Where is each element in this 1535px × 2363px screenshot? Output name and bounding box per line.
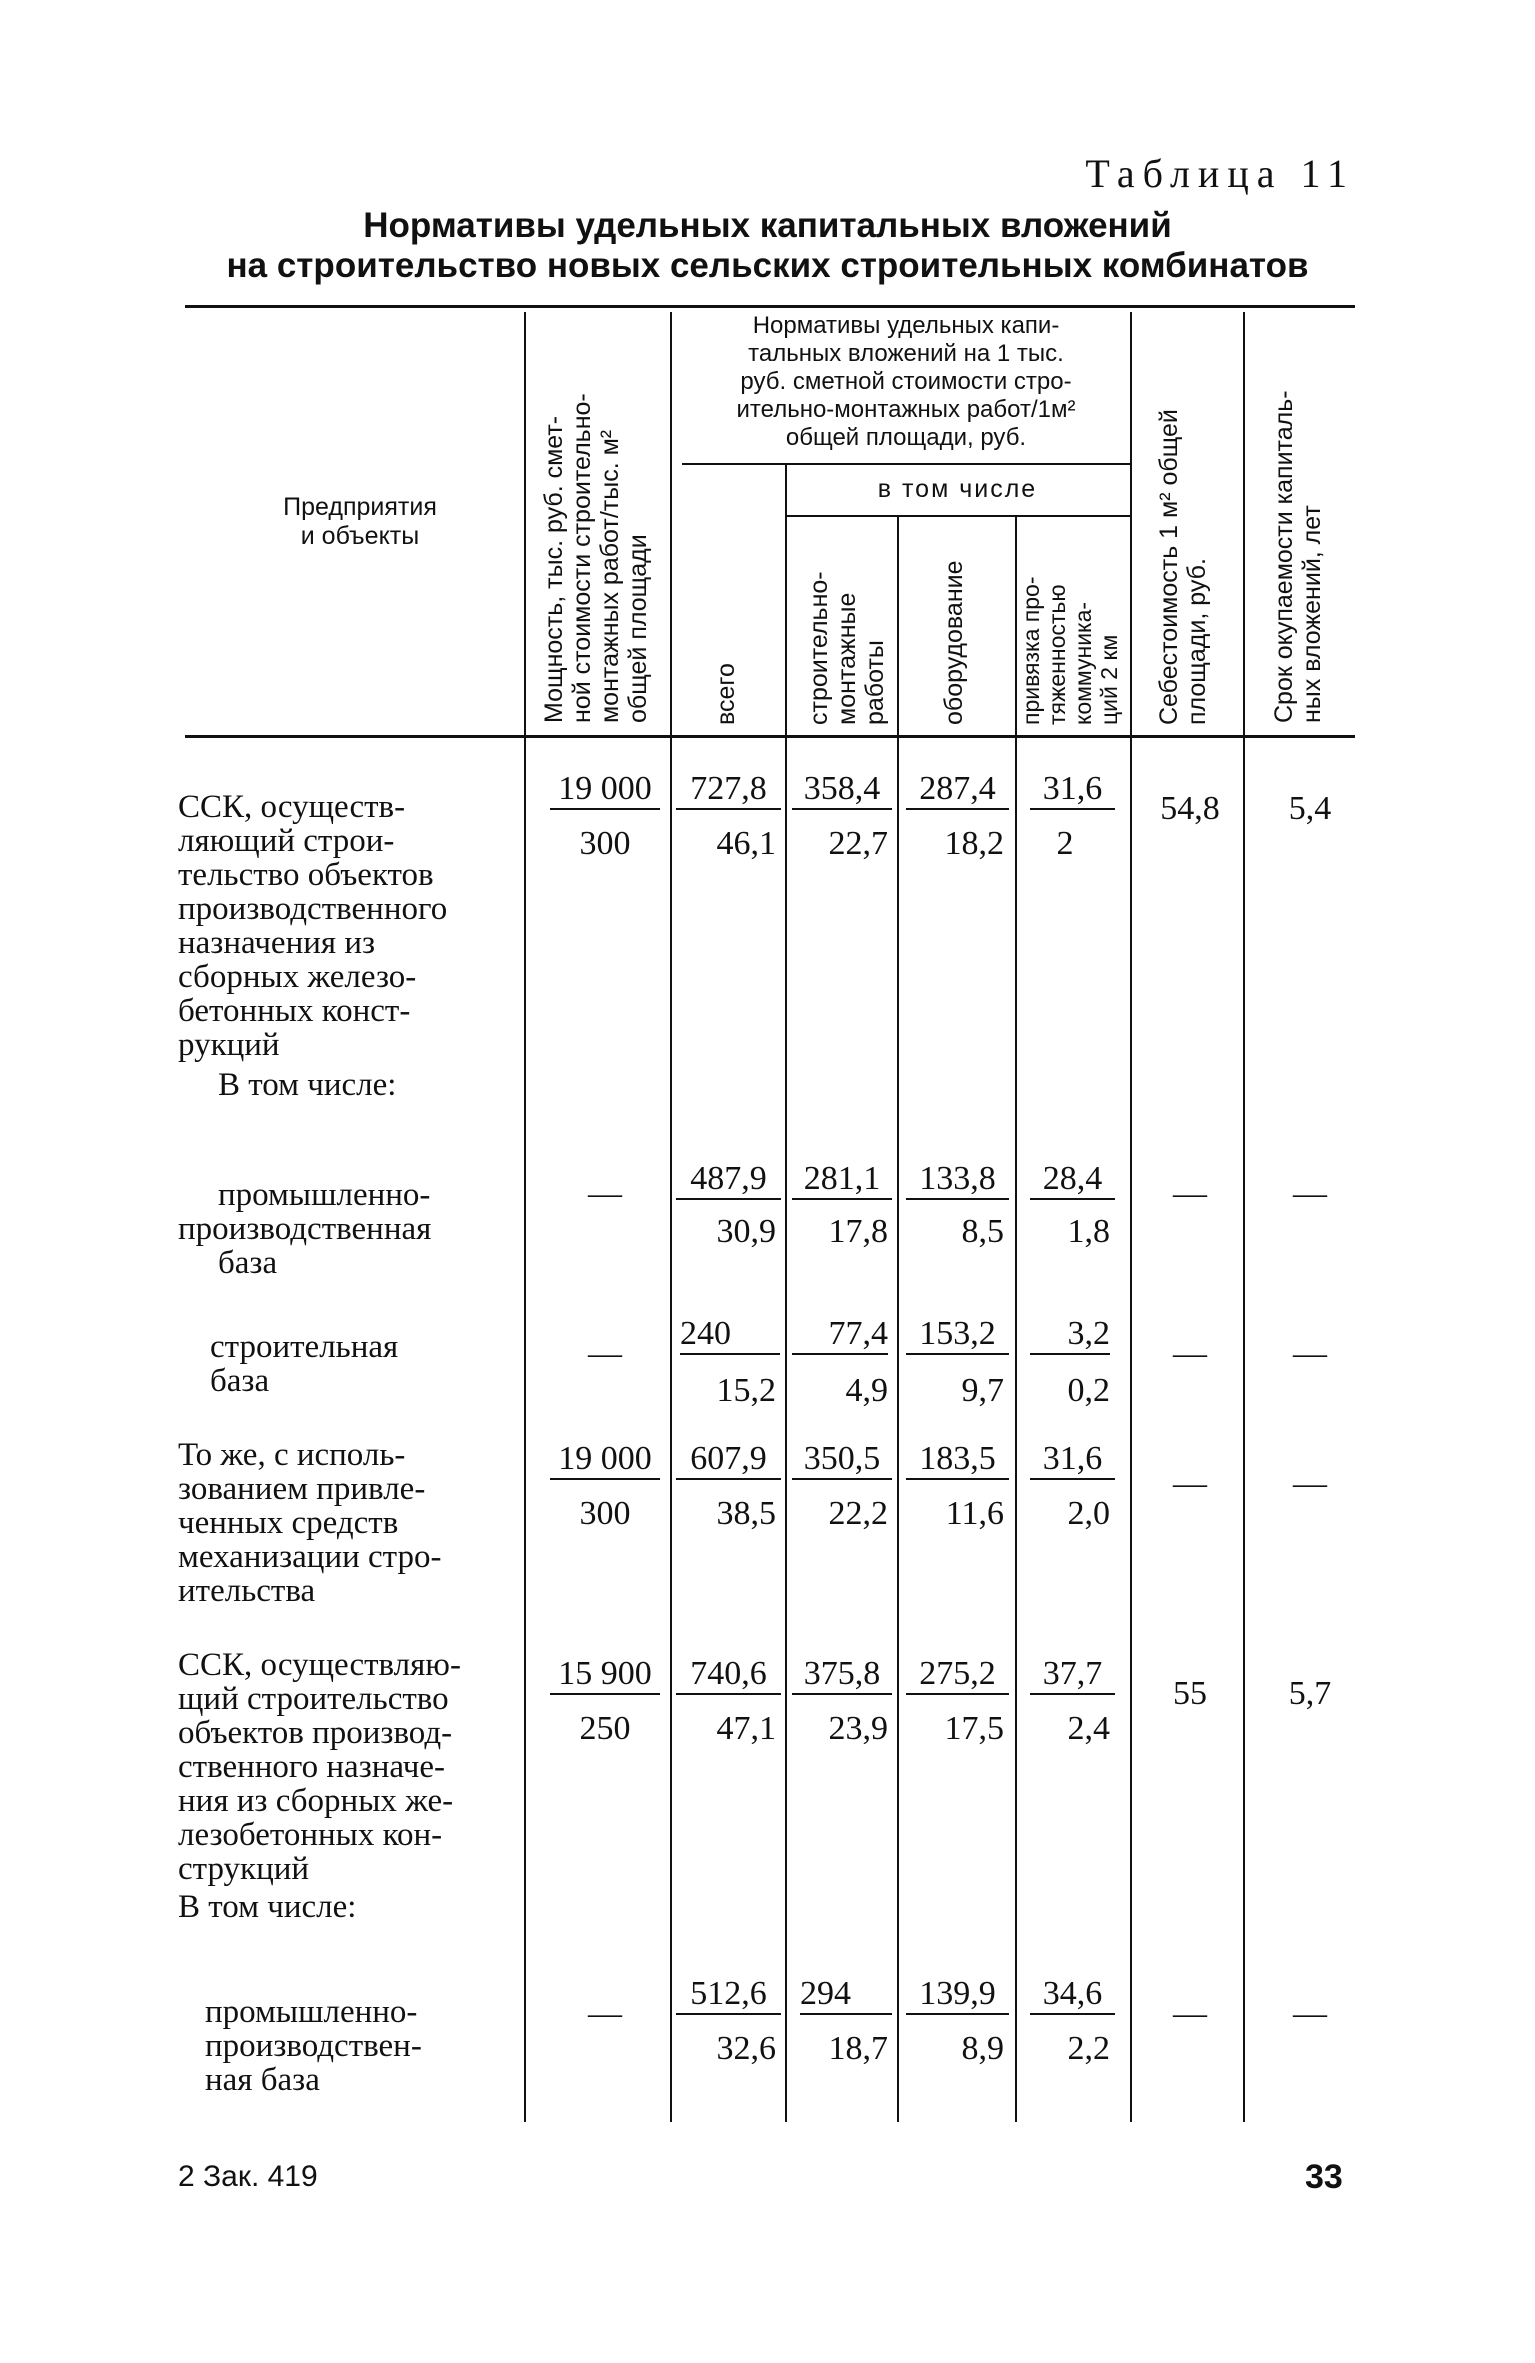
equipment-value-area: 18,2 (944, 825, 1004, 862)
total-value-area: 38,5 (716, 1495, 776, 1532)
col-divider-capacity (524, 312, 526, 2122)
payback-value: — (1293, 1995, 1327, 2032)
construction-value-area: 22,7 (828, 825, 888, 862)
capacity-value: 15 900 (550, 1655, 660, 1695)
capacity-value: — (588, 1335, 622, 1372)
header-cost: Себестоимость 1 м² общей площади, руб. (1155, 409, 1211, 725)
col-divider-total (785, 463, 787, 2122)
capacity-area-value: 250 (579, 1710, 631, 1747)
header-top-rule (185, 305, 1355, 308)
total-value: 512,6 (676, 1975, 781, 2015)
capacity-value: — (588, 1175, 622, 1212)
total-value: 740,6 (676, 1655, 781, 1695)
construction-value-area: 4,9 (845, 1372, 888, 1409)
total-value-area: 46,1 (716, 825, 776, 862)
header-connection: привязка про- тяженностью коммуника- ций 2 км (1018, 576, 1122, 725)
construction-value: 358,4 (792, 770, 892, 810)
equipment-value: 139,9 (906, 1975, 1009, 2015)
payback-value: — (1293, 1465, 1327, 1502)
row-label: промышленно- производственная база (178, 1177, 432, 1281)
equipment-value: 133,8 (906, 1160, 1009, 1200)
col-divider-cost (1243, 312, 1245, 2122)
total-value-area: 15,2 (716, 1372, 776, 1409)
construction-value: 281,1 (792, 1160, 892, 1200)
equipment-value: 287,4 (906, 770, 1009, 810)
construction-value: 350,5 (792, 1440, 892, 1480)
connection-value: 28,4 (1030, 1160, 1115, 1200)
col-divider-connection (1130, 312, 1132, 2122)
connection-value: 31,6 (1030, 770, 1115, 810)
total-value-area: 32,6 (716, 2030, 776, 2067)
header-total: всего (712, 663, 740, 725)
total-value: 487,9 (676, 1160, 781, 1200)
construction-value-area: 23,9 (828, 1710, 888, 1747)
cost-value: — (1173, 1335, 1207, 1372)
total-value: 240 (680, 1315, 780, 1355)
equipment-value: 275,2 (906, 1655, 1009, 1695)
page-number: 33 (1305, 2158, 1343, 2196)
row-label: То же, с исполь- зованием привле- ченных средств механизации стро- ительства (178, 1437, 442, 1609)
table-title: Нормативы удельных капитальных вложений (363, 206, 1172, 245)
row-sublabel: В том числе: (218, 1067, 397, 1103)
capacity-value: 19 000 (550, 770, 660, 810)
connection-value-area: 2,0 (1067, 1495, 1110, 1532)
header-bottom-rule (185, 735, 1355, 738)
equipment-value-area: 8,9 (961, 2030, 1004, 2067)
payback-value: — (1293, 1335, 1327, 1372)
col-divider-construction (897, 515, 899, 2122)
footer-order-number: 2 Зак. 419 (178, 2160, 318, 2193)
header-payback: Срок окупаемости капиталь- ных вложений, лет (1270, 390, 1326, 723)
construction-value: 375,8 (792, 1655, 892, 1695)
capacity-area-value: 300 (579, 825, 631, 862)
table-subtitle: на строительство новых сельских строительных комбинатов (226, 246, 1309, 285)
equipment-value-area: 8,5 (961, 1213, 1004, 1250)
construction-value: 294 (800, 1975, 892, 2015)
header-equipment: оборудование (940, 560, 968, 725)
row-label: ССК, осуществ- ляющий строи- тельство объектов производственного назначения из сборных железо- бетонных конст- рукций (178, 789, 448, 1063)
header-including: в том числе (877, 475, 1038, 503)
equipment-value-area: 11,6 (945, 1495, 1004, 1532)
connection-value-area: 0,2 (1067, 1372, 1110, 1409)
header-norms: Нормативы удельных капи- тальных вложений на 1 тыс. руб. сметной стоимости стро- ительно-монтажных работ/1м² общей площади, руб. (736, 312, 1076, 451)
header-objects: Предприятия и объекты (283, 493, 437, 550)
cost-value: — (1173, 1995, 1207, 2032)
norms-group-rule (682, 463, 1130, 465)
connection-value-area: 2,4 (1067, 1710, 1110, 1747)
connection-value: 3,2 (1030, 1315, 1110, 1355)
construction-value-area: 22,2 (828, 1495, 888, 1532)
equipment-value: 153,2 (906, 1315, 1009, 1355)
connection-value: 31,6 (1030, 1440, 1115, 1480)
total-value-area: 47,1 (716, 1710, 776, 1747)
cost-value: 54,8 (1160, 790, 1220, 827)
cost-value: — (1173, 1465, 1207, 1502)
payback-value: 5,7 (1288, 1675, 1332, 1712)
total-value-area: 30,9 (716, 1213, 776, 1250)
row-label: строительная база (210, 1329, 399, 1399)
total-value: 607,9 (676, 1440, 781, 1480)
table-number: Таблица 11 (1085, 151, 1355, 196)
payback-value: 5,4 (1288, 790, 1332, 827)
payback-value: — (1293, 1175, 1327, 1212)
cost-value: — (1173, 1175, 1207, 1212)
cost-value: 55 (1173, 1675, 1207, 1712)
equipment-value: 183,5 (906, 1440, 1009, 1480)
construction-value-area: 18,7 (828, 2030, 888, 2067)
construction-value: 77,4 (792, 1315, 888, 1355)
col-divider-norms (670, 312, 672, 2122)
col-divider-equipment (1015, 515, 1017, 2122)
connection-value-area: 2,2 (1067, 2030, 1110, 2067)
total-value: 727,8 (676, 770, 781, 810)
equipment-value-area: 9,7 (961, 1372, 1004, 1409)
capacity-area-value: 300 (579, 1495, 631, 1532)
connection-value: 37,7 (1030, 1655, 1115, 1695)
equipment-value-area: 17,5 (944, 1710, 1004, 1747)
row-label: промышленно- производствен- ная база (205, 1994, 422, 2098)
row-label: ССК, осуществляю- щий строительство объектов производ- ственного назначе- ния из сборных же- лезобетонных кон- струкций (178, 1647, 461, 1887)
construction-value-area: 17,8 (828, 1213, 888, 1250)
capacity-value: — (588, 1995, 622, 2032)
capacity-value: 19 000 (550, 1440, 660, 1480)
connection-value-area: 1,8 (1067, 1213, 1110, 1250)
including-group-rule (785, 515, 1130, 517)
row-sublabel: В том числе: (178, 1889, 357, 1925)
header-capacity: Мощность, тыс. руб. смет- ной стоимости строительно- монтажных работ/тыс. м² общей площади (540, 393, 652, 723)
header-construction: строительно- монтажные работы (805, 571, 889, 725)
connection-value: 34,6 (1030, 1975, 1115, 2015)
connection-value-area: 2 (1056, 825, 1074, 862)
